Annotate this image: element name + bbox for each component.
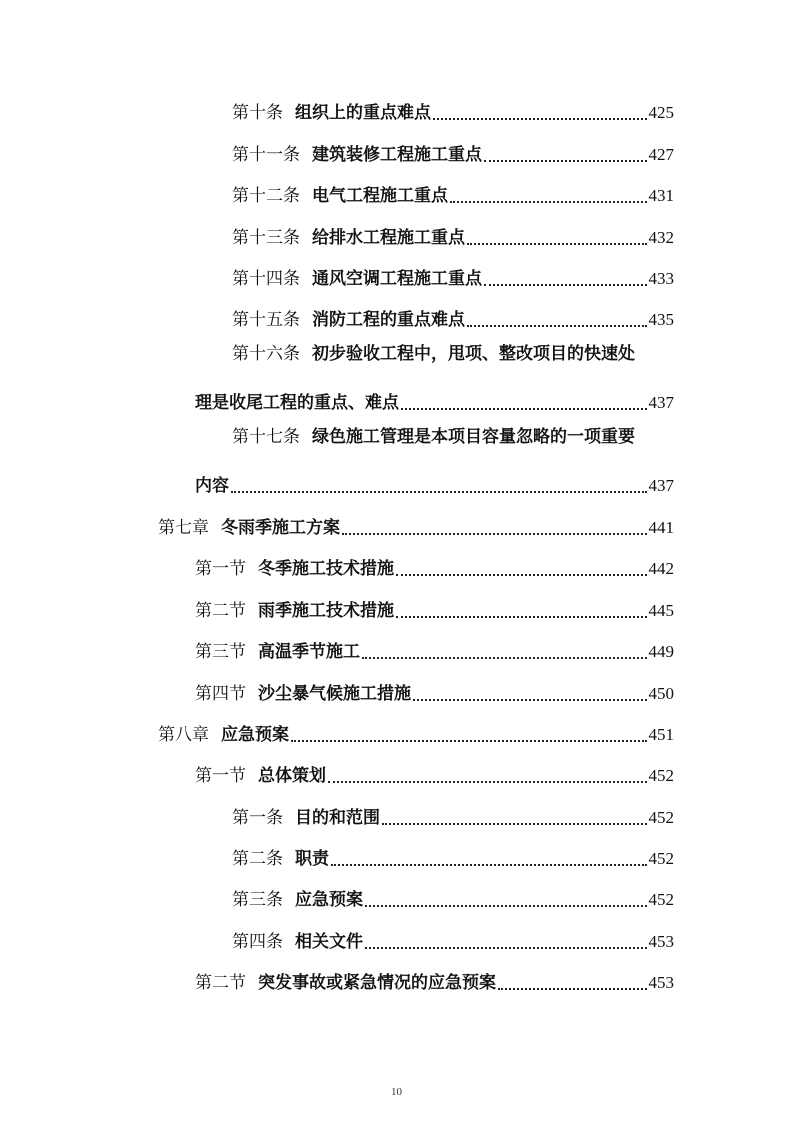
toc-section [195,592,674,622]
toc-entry-page: 431 [648,186,674,205]
toc-entry-title: 应急预案 [295,890,363,910]
toc-entry-title: 目的和范围 [295,808,380,828]
toc-entry-page: 425 [648,103,674,122]
toc-entry-page: 451 [648,725,674,744]
toc-entry-page: 437 [648,476,674,495]
toc-entry-prefix: 第一条 [232,808,283,828]
toc-section [195,633,674,663]
toc-entry [232,177,674,207]
toc-entry-prefix: 第十三条 [232,228,300,248]
toc-entry-page: 445 [648,601,674,620]
dot-leader [467,325,647,327]
toc-entry-prefix: 第十条 [232,103,283,123]
toc-entry-page: 442 [648,559,674,578]
toc-entry [232,301,674,331]
toc-entry-prefix: 第十七条 [232,427,300,447]
dot-leader [365,947,647,949]
toc-entry-title: 应急预案 [221,725,289,745]
dot-leader [331,864,647,866]
dot-leader [484,160,647,162]
toc-entry-prefix: 第三节 [195,642,246,662]
toc-entry-line1 [232,343,635,373]
toc-entry-title: 冬雨季施工方案 [221,518,340,538]
toc-entry-page: 452 [648,890,674,909]
dot-leader [396,574,647,576]
toc-entry-title: 总体策划 [258,766,326,786]
toc-entry-page: 432 [648,228,674,247]
toc-entry-title: 电气工程施工重点 [312,186,448,206]
toc-entry-prefix: 第四条 [232,932,283,952]
toc-entry-prefix: 第七章 [158,518,209,538]
dot-leader [382,823,647,825]
toc-entry-title: 雨季施工技术措施 [258,601,394,621]
toc-entry-prefix: 第二条 [232,849,283,869]
toc-entry [232,94,674,124]
toc-chapter [158,509,674,539]
toc-section [195,757,674,787]
toc-entry [232,799,674,829]
dot-leader [433,118,647,120]
toc-section [195,675,674,705]
dot-leader [328,781,647,783]
toc-entry-page: 441 [648,518,674,537]
toc-entry-page: 452 [648,766,674,785]
dot-leader [467,243,647,245]
toc-entry-page: 433 [648,269,674,288]
toc-entry-prefix: 第十四条 [232,269,300,289]
toc-entry-title: 冬季施工技术措施 [258,559,394,579]
toc-entry-prefix: 第三条 [232,890,283,910]
toc-entry-page: 449 [648,642,674,661]
toc-entry-prefix: 第八章 [158,725,209,745]
toc-entry-page: 452 [648,849,674,868]
toc-chapter [158,716,674,746]
dot-leader [362,657,647,659]
toc-entry-prefix: 第四节 [195,684,246,704]
page-number: 10 [391,1086,402,1098]
toc-entry-page: 435 [648,310,674,329]
dot-leader [450,201,647,203]
toc-entry-title: 初步验收工程中，甩项、整改项目的快速处 [312,344,635,364]
dot-leader [365,905,647,907]
dot-leader [401,408,647,410]
toc-entry [232,840,674,870]
dot-leader [413,699,647,701]
dot-leader [291,740,647,742]
toc-entry-prefix: 第一节 [195,766,246,786]
toc-entry-title: 绿色施工管理是本项目容量忽略的一项重要 [312,427,635,447]
toc-entry [232,881,674,911]
toc-entry-page: 427 [648,145,674,164]
toc-entry-page: 453 [648,932,674,951]
toc-entry-prefix: 第二节 [195,601,246,621]
toc-entry-title: 突发事故或紧急情况的应急预案 [258,973,496,993]
toc-entry-title: 通风空调工程施工重点 [312,269,482,289]
toc-entry [232,260,674,290]
dot-leader [231,491,647,493]
toc-section [195,550,674,580]
toc-entry-title-cont: 理是收尾工程的重点、难点 [195,393,399,413]
toc-entry-prefix: 第一节 [195,559,246,579]
dot-leader [498,988,647,990]
dot-leader [484,284,647,286]
toc-entry-page: 437 [648,393,674,412]
toc-entry [232,219,674,249]
toc-entry-title: 给排水工程施工重点 [312,228,465,248]
toc-entry-prefix: 第十二条 [232,186,300,206]
toc-section [195,964,674,994]
toc-entry-line2 [195,384,674,414]
toc-entry-prefix: 第十六条 [232,344,300,364]
toc-entry-page: 453 [648,973,674,992]
toc-entry-page: 452 [648,808,674,827]
toc-entry-title: 建筑装修工程施工重点 [312,145,482,165]
toc-entry-title: 组织上的重点难点 [295,103,431,123]
toc-entry-title: 职责 [295,849,329,869]
dot-leader [396,616,647,618]
toc-entry-prefix: 第十一条 [232,145,300,165]
toc-entry-title: 消防工程的重点难点 [312,310,465,330]
toc-entry-title-cont: 内容 [195,476,229,496]
toc-entry-prefix: 第十五条 [232,310,300,330]
toc-entry-title: 沙尘暴气候施工措施 [258,684,411,704]
toc-entry-line1 [232,426,635,456]
toc-entry-title: 高温季节施工 [258,642,360,662]
toc-entry-title: 相关文件 [295,932,363,952]
dot-leader [342,533,647,535]
toc-entry-page: 450 [648,684,674,703]
toc-entry [232,136,674,166]
toc-entry-prefix: 第二节 [195,973,246,993]
toc-entry [232,923,674,953]
toc-entry-line2 [195,467,674,497]
